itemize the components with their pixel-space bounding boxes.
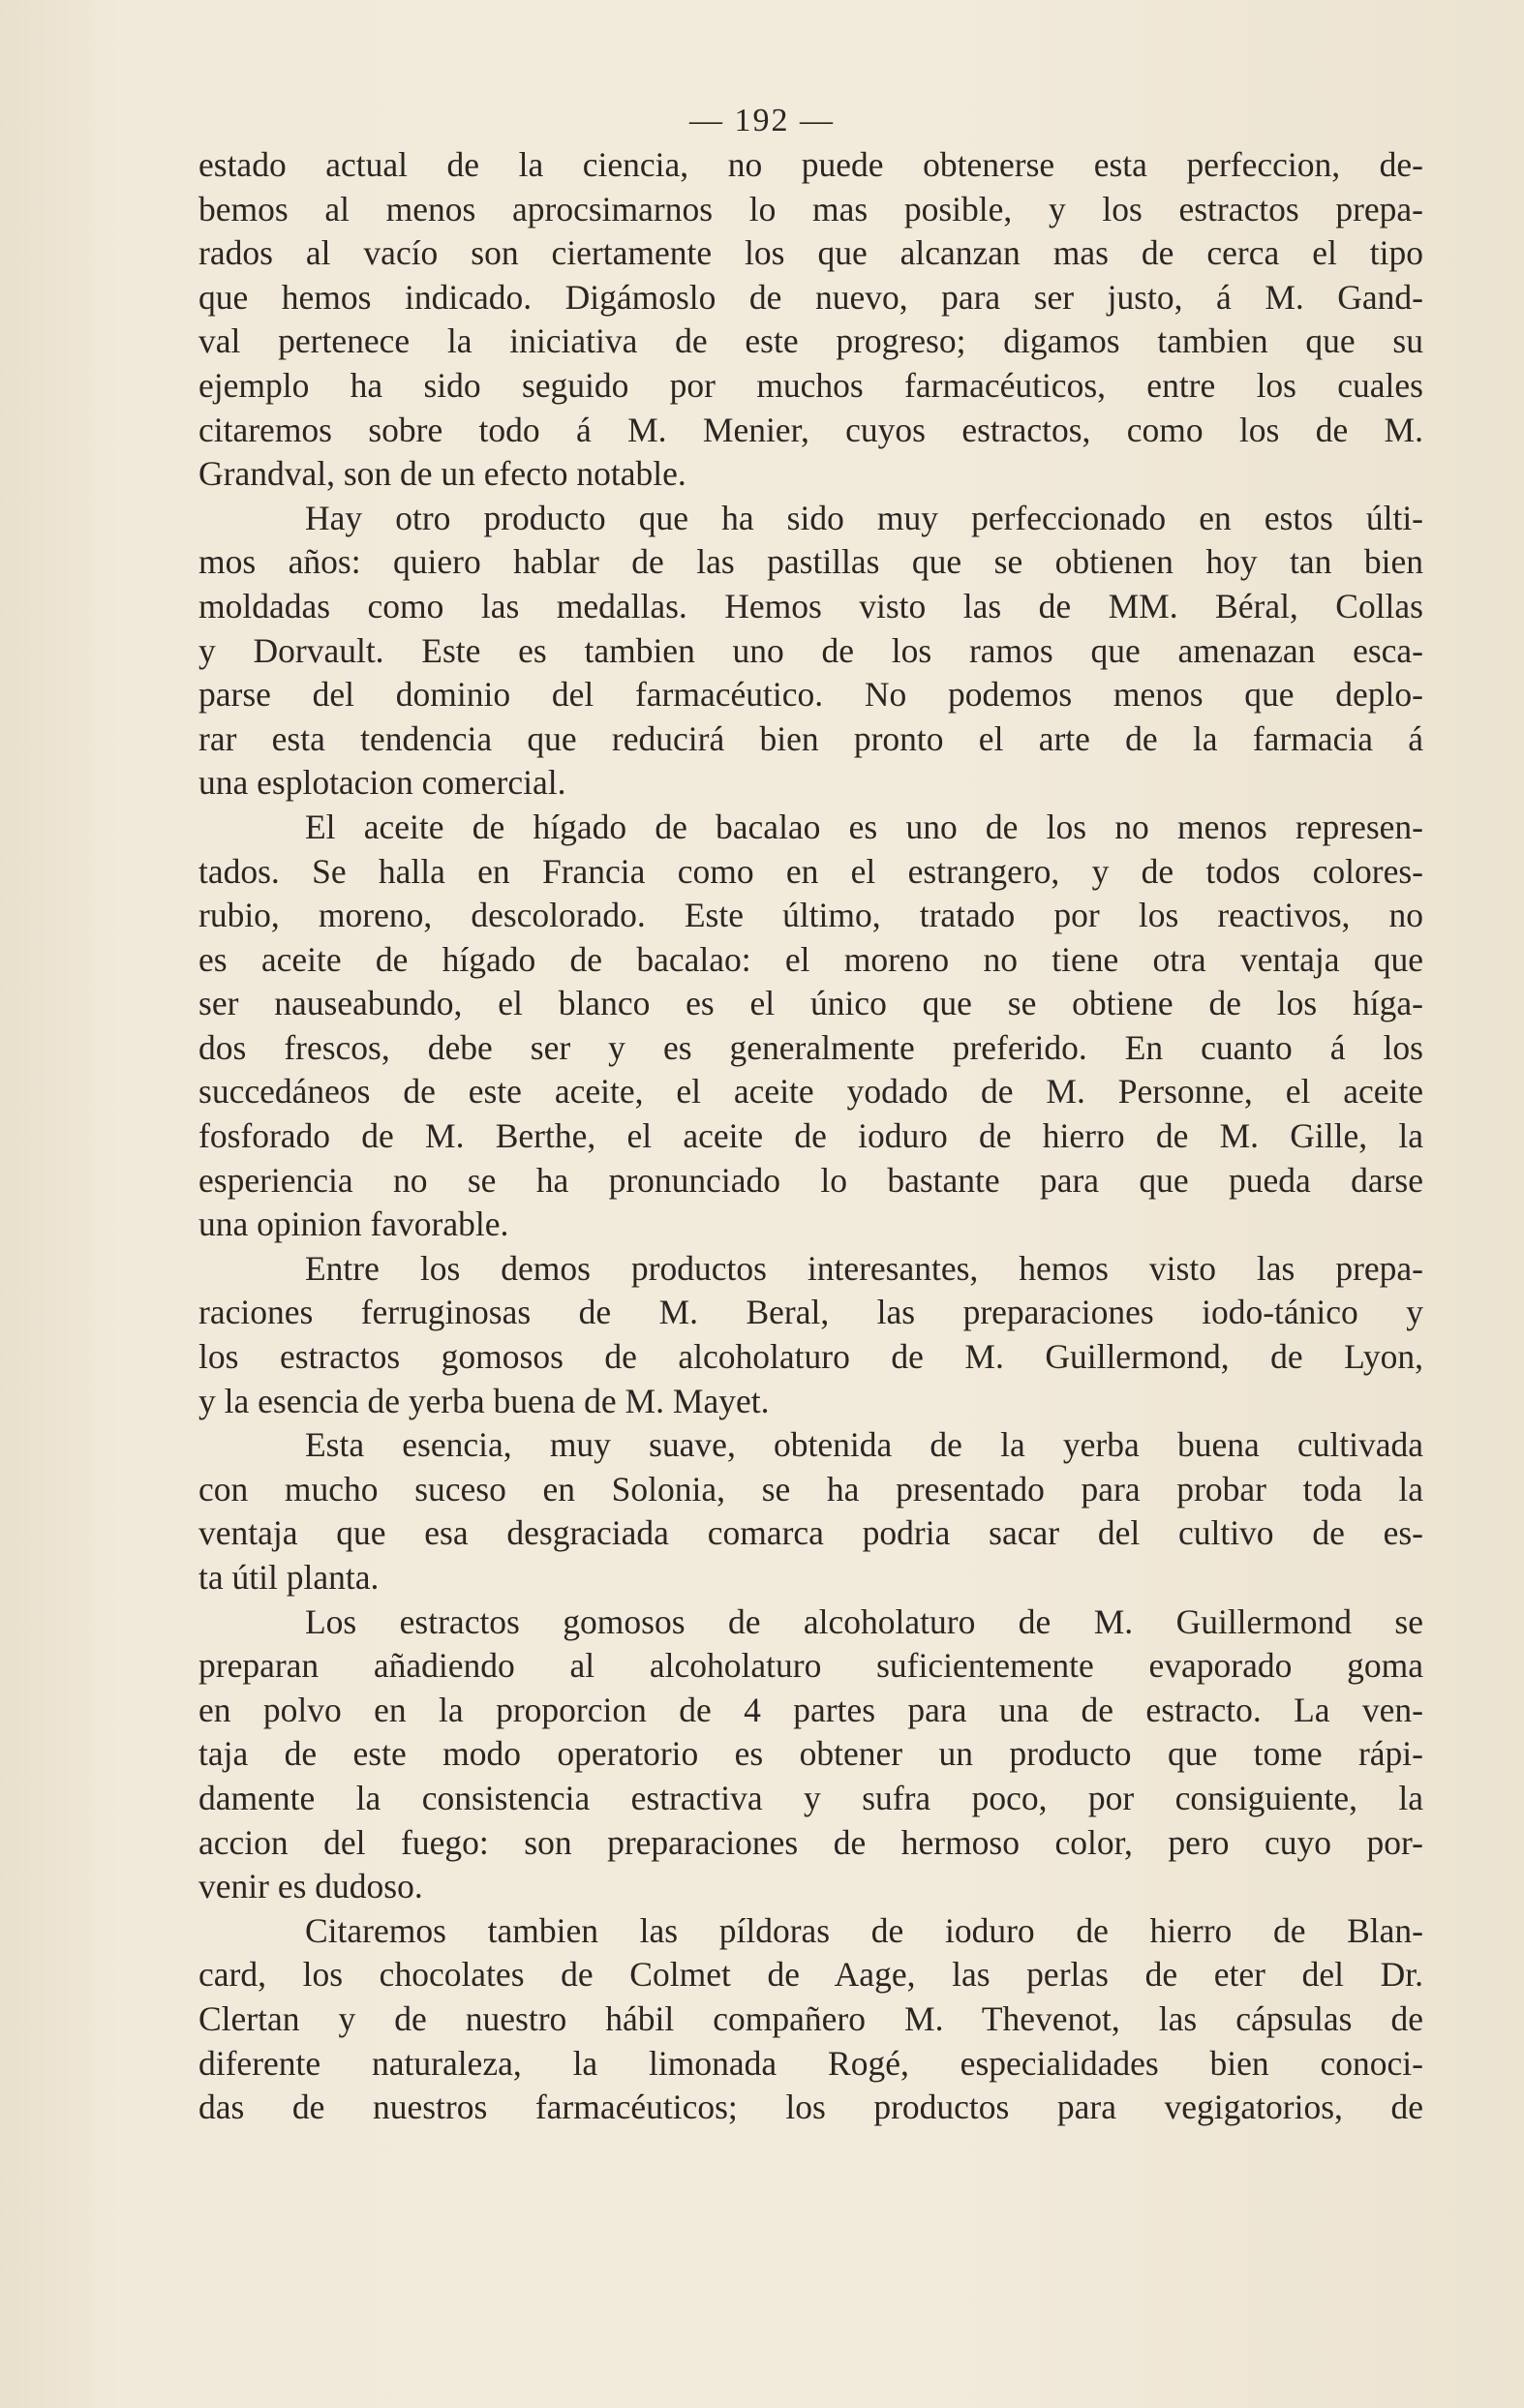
text-line: Entre los demos productos interesantes, hemos visto las prepa- <box>305 1248 1423 1288</box>
text-line: una opinion favorable. <box>198 1204 509 1244</box>
text-line: val pertenece la iniciativa de este progreso; digamos tambien que su <box>198 321 1423 361</box>
text-line: ejemplo ha sido seguido por muchos farmacéuticos, entre los cuales <box>198 365 1423 405</box>
text-line: card, los chocolates de Colmet de Aage, las perlas de eter del Dr. <box>198 1955 1423 1995</box>
text-line: bemos al menos aprocsimarnos lo mas posible, y los estractos prepa- <box>198 189 1423 229</box>
text-line: Hay otro producto que ha sido muy perfeccionado en estos últi- <box>305 498 1423 537</box>
text-line: es aceite de hígado de bacalao: el moreno no tiene otra ventaja que <box>198 939 1423 979</box>
text-line: y Dorvault. Este es tambien uno de los ramos que amenazan esca- <box>198 630 1423 670</box>
text-line: citaremos sobre todo á M. Menier, cuyos estractos, como los de M. <box>198 410 1423 449</box>
text-line: rados al vacío son ciertamente los que alcanzan mas de cerca el tipo <box>198 233 1423 273</box>
text-line: Clertan y de nuestro hábil compañero M. Thevenot, las cápsulas de <box>198 1998 1423 2038</box>
text-line: parse del dominio del farmacéutico. No podemos menos que deplo- <box>198 675 1423 715</box>
text-line: preparan añadiendo al alcoholaturo suficientemente evaporado goma <box>198 1646 1423 1686</box>
text-line: que hemos indicado. Digámoslo de nuevo, para ser justo, á M. Gand- <box>198 277 1423 317</box>
text-line: rubio, moreno, descolorado. Este último, tratado por los reactivos, no <box>198 896 1423 935</box>
text-line: dos frescos, debe ser y es generalmente preferido. En cuanto á los <box>198 1027 1423 1067</box>
text-line: das de nuestros farmacéuticos; los productos para vegigatorios, de <box>198 2088 1423 2127</box>
text-line: damente la consistencia estractiva y sufra poco, por consiguiente, la <box>198 1778 1423 1817</box>
text-line: tados. Se halla en Francia como en el estrangero, y de todos colores- <box>198 851 1423 891</box>
text-line: esperiencia no se ha pronunciado lo bastante para que pueda darse <box>198 1160 1423 1200</box>
text-line: ventaja que esa desgraciada comarca podria sacar del cultivo de es- <box>198 1513 1423 1553</box>
text-line: una esplotacion comercial. <box>198 763 566 803</box>
text-line: ta útil planta. <box>198 1558 380 1597</box>
text-line: los estractos gomosos de alcoholaturo de M. Guillermond, de Lyon, <box>198 1337 1423 1377</box>
text-line: rar esta tendencia que reducirá bien pronto el arte de la farmacia á <box>198 718 1423 758</box>
text-line: succedáneos de este aceite, el aceite yodado de M. Personne, el aceite <box>198 1072 1423 1112</box>
text-line: Grandval, son de un efecto notable. <box>198 454 686 494</box>
text-line: fosforado de M. Berthe, el aceite de ioduro de hierro de M. Gille, la <box>198 1116 1423 1156</box>
text-line: y la esencia de yerba buena de M. Mayet. <box>198 1381 770 1420</box>
text-line: Citaremos tambien las píldoras de ioduro de hierro de Blan- <box>305 1910 1423 1950</box>
text-line: ser nauseabundo, el blanco es el único que se obtiene de los híga- <box>198 984 1423 1023</box>
text-line: accion del fuego: son preparaciones de hermoso color, pero cuyo por- <box>198 1822 1423 1862</box>
text-line: Los estractos gomosos de alcoholaturo de M. Guillermond se <box>305 1601 1423 1641</box>
body-text <box>198 143 1423 2130</box>
text-line: diferente naturaleza, la limonada Rogé, especialidades bien conoci- <box>198 2043 1423 2083</box>
text-line: venir es dudoso. <box>198 1867 423 1906</box>
text-line: El aceite de hígado de bacalao es uno de los no menos represen- <box>305 807 1423 846</box>
page-number: — 192 — <box>689 103 835 138</box>
text-line: estado actual de la ciencia, no puede obtenerse esta perfeccion, de- <box>198 145 1423 184</box>
text-line: moldadas como las medallas. Hemos visto las de MM. Béral, Collas <box>198 586 1423 625</box>
text-line: en polvo en la proporcion de 4 partes para una de estracto. La ven- <box>198 1690 1423 1729</box>
text-line: mos años: quiero hablar de las pastillas que se obtienen hoy tan bien <box>198 542 1423 582</box>
text-line: Esta esencia, muy suave, obtenida de la yerba buena cultivada <box>305 1425 1423 1465</box>
text-line: taja de este modo operatorio es obtener un producto que tome rápi- <box>198 1734 1423 1774</box>
text-line: con mucho suceso en Solonia, se ha presentado para probar toda la <box>198 1469 1423 1509</box>
text-line: raciones ferruginosas de M. Beral, las preparaciones iodo-tánico y <box>198 1293 1423 1332</box>
